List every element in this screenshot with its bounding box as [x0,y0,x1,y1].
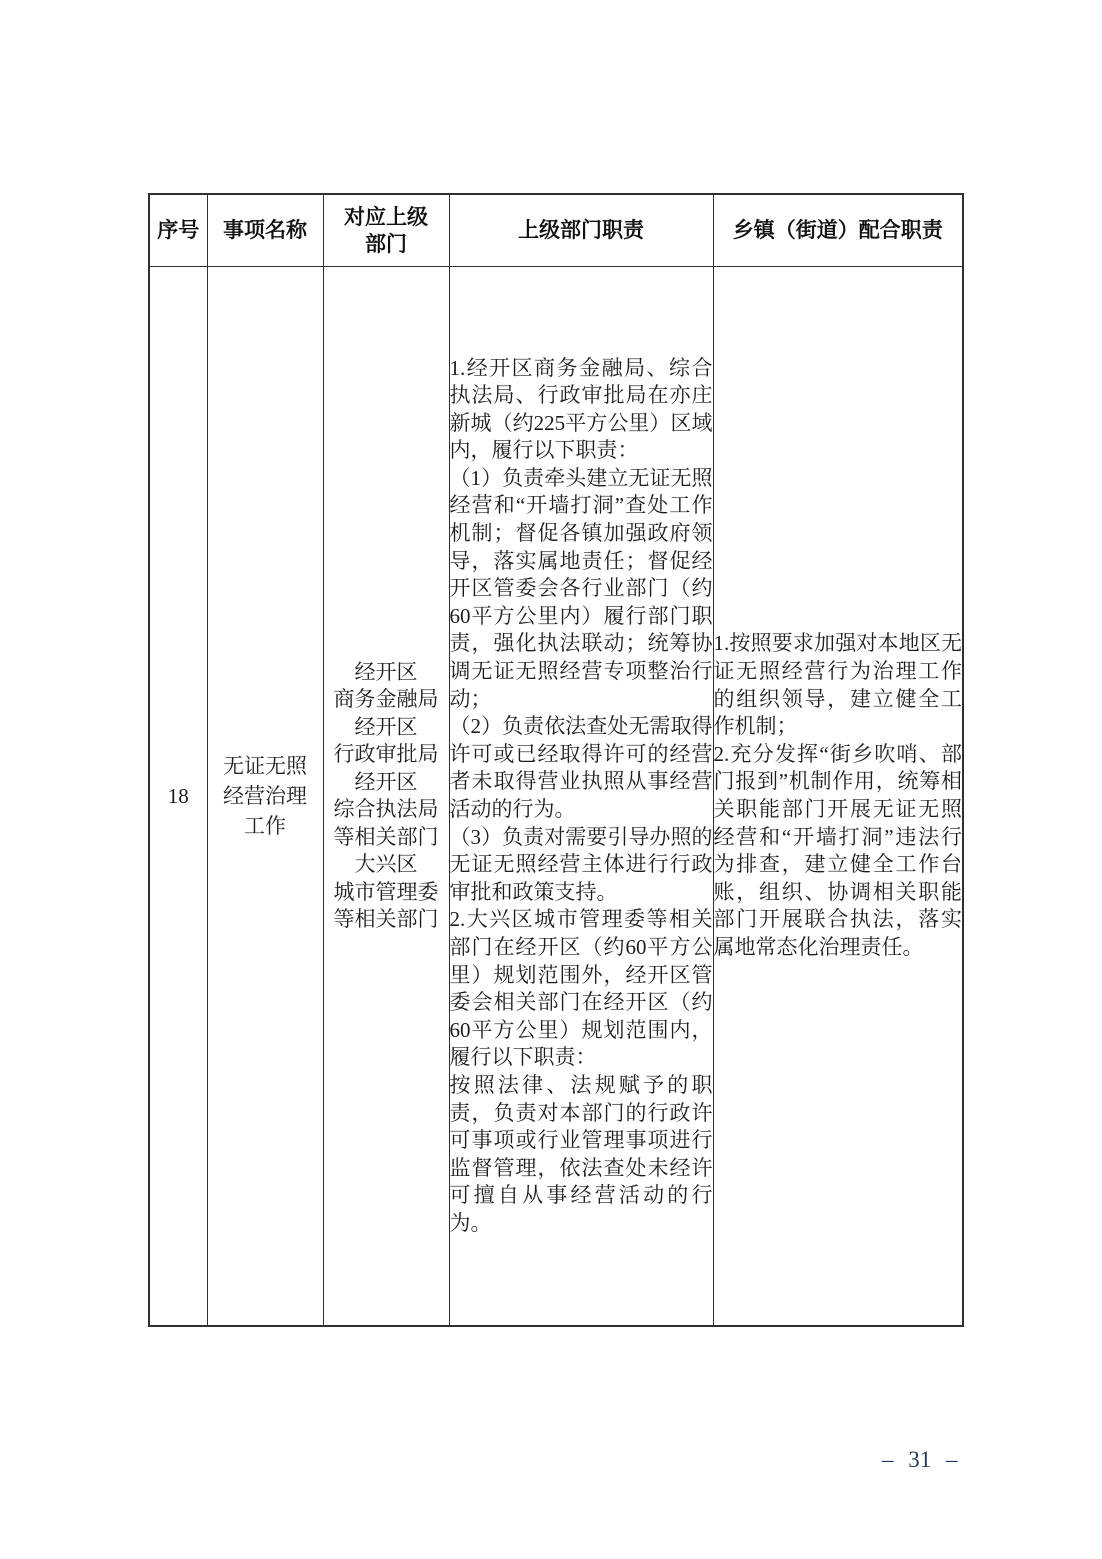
dept-line: 城市管理委 [333,879,439,904]
header-item-name-label: 事项名称 [223,219,307,242]
seq-value: 18 [167,783,189,808]
responsibility-table [148,193,964,1327]
table-row [149,267,963,1327]
cell-item-name [207,267,323,1327]
cell-superior-duties [449,267,713,1327]
dept-line: 经开区 [354,714,418,739]
dept-line: 等相关部门 [333,907,439,931]
duty-paragraph: 2.大兴区城市管理委等相关部门在经开区（约60平方公里）规划范围外，经开区管委会相关部门在经开区（约60平方公里）规划范围内，履行以下职责： [449,907,713,1070]
header-township-duties-label: 乡镇（街道）配合职责 [732,219,943,242]
header-superior-duties-label: 上级部门职责 [518,219,644,242]
item-name-value: 无证无照经营治理工作 [223,754,307,838]
dept-line: 行政审批局 [333,742,439,766]
duty-paragraph: （2）负责依法查处无需取得许可或已经取得许可的经营者未取得营业执照从事经营活动的行为。 [449,714,713,821]
duty-paragraph: 1.经开区商务金融局、综合执法局、行政审批局在亦庄新城（约225平方公里）区域内，履行以下职责： [449,355,713,463]
header-seq-label: 序号 [157,219,200,242]
header-seq [149,194,207,267]
dept-line: 综合执法局 [333,797,439,821]
duty-paragraph: 按照法律、法规赋予的职责，负责对本部门的行政许可事项或行业管理事项进行监督管理，依法查处未经许可擅自从事经营活动的行为。 [449,1072,713,1235]
header-superior-dept [323,194,449,267]
duty-paragraph: 1.按照要求加强对本地区无证无照经营行为治理工作的组织领导，建立健全工作机制； [713,631,962,739]
cell-seq [149,267,207,1327]
dept-line: 商务金融局 [333,687,439,711]
header-superior-dept-label: 对应上级部门 [343,205,428,256]
header-row [149,194,963,267]
dept-line: 大兴区 [354,852,418,876]
cell-superior-dept [323,267,449,1327]
duty-paragraph: 2.充分发挥“街乡吹哨、部门报到”机制作用，统筹相关职能部门开展无证无照经营和“开墙打洞”违法行为排查，建立健全工作台账，组织、协调相关职能部门开展联合执法，落实属地常态化治理责任。 [713,741,962,959]
header-superior-duties [449,194,713,267]
cell-township-duties [713,267,963,1327]
header-township-duties [713,194,963,267]
page-number: – 31 – [882,1447,958,1472]
dept-line: 经开区 [354,659,418,684]
dept-line: 经开区 [354,769,418,794]
dept-line: 等相关部门 [333,824,439,849]
header-item-name [207,194,323,267]
duty-paragraph: （3）负责对需要引导办照的无证无照经营主体进行行政审批和政策支持。 [449,824,713,904]
duty-paragraph: （1）负责牵头建立无证无照经营和“开墙打洞”查处工作机制；督促各镇加强政府领导，落实属地责任；督促经开区管委会各行业部门（约60平方公里内）履行部门职责，强化执法联动；统筹协调无证无照经营专项整治行动； [449,465,713,711]
